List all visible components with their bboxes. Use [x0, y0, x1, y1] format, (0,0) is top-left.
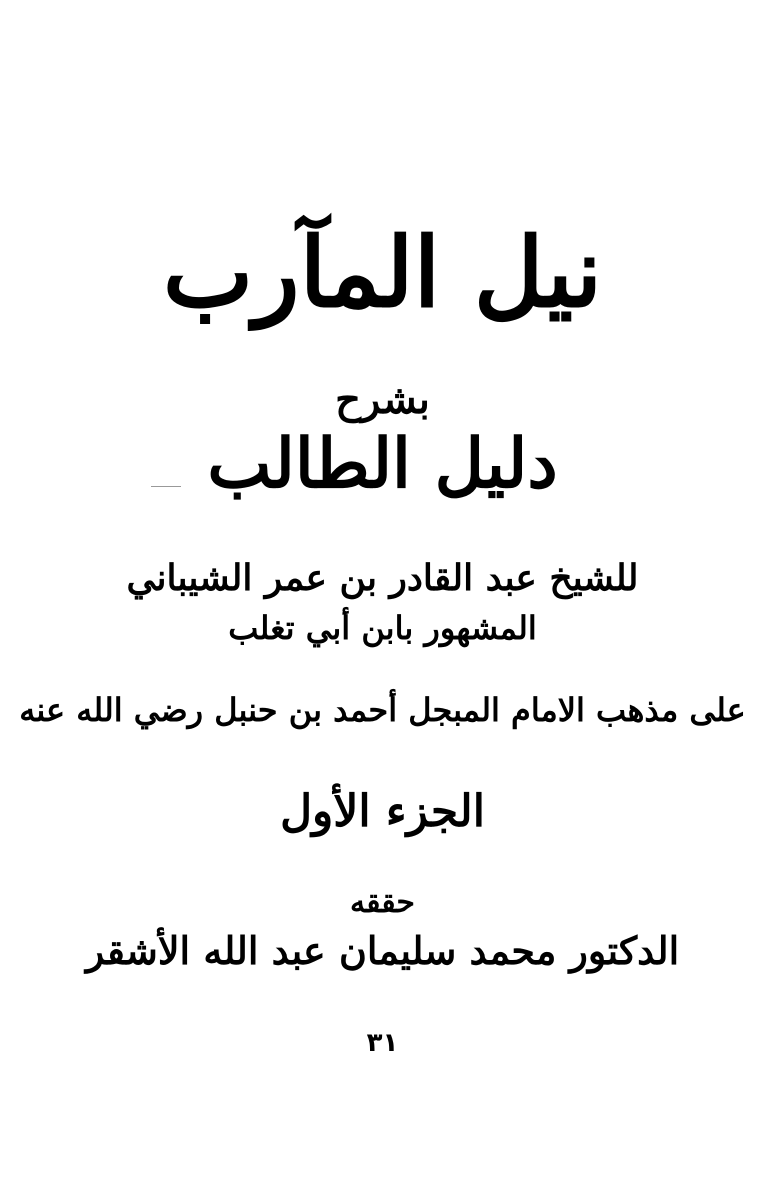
author-name: للشيخ عبد القادر بن عمر الشيباني	[126, 557, 639, 599]
page-number: ٣١	[366, 1028, 399, 1058]
book-subtitle: دليل الطالب	[207, 424, 558, 504]
author-fame: المشهور بابن أبي تغلب	[228, 609, 537, 647]
editor-name: الدكتور محمد سليمان عبد الله الأشقر	[85, 928, 680, 973]
book-title: نيل المآرب	[162, 216, 603, 329]
editor-label: حققه	[350, 885, 415, 920]
title-connector: بشرح	[335, 376, 430, 423]
madhhab-line: على مذهب الامام المبجل أحمد بن حنبل رضي الله عنه	[19, 691, 746, 729]
volume-label: الجزء الأول	[280, 786, 485, 837]
margin-mark	[151, 486, 181, 487]
